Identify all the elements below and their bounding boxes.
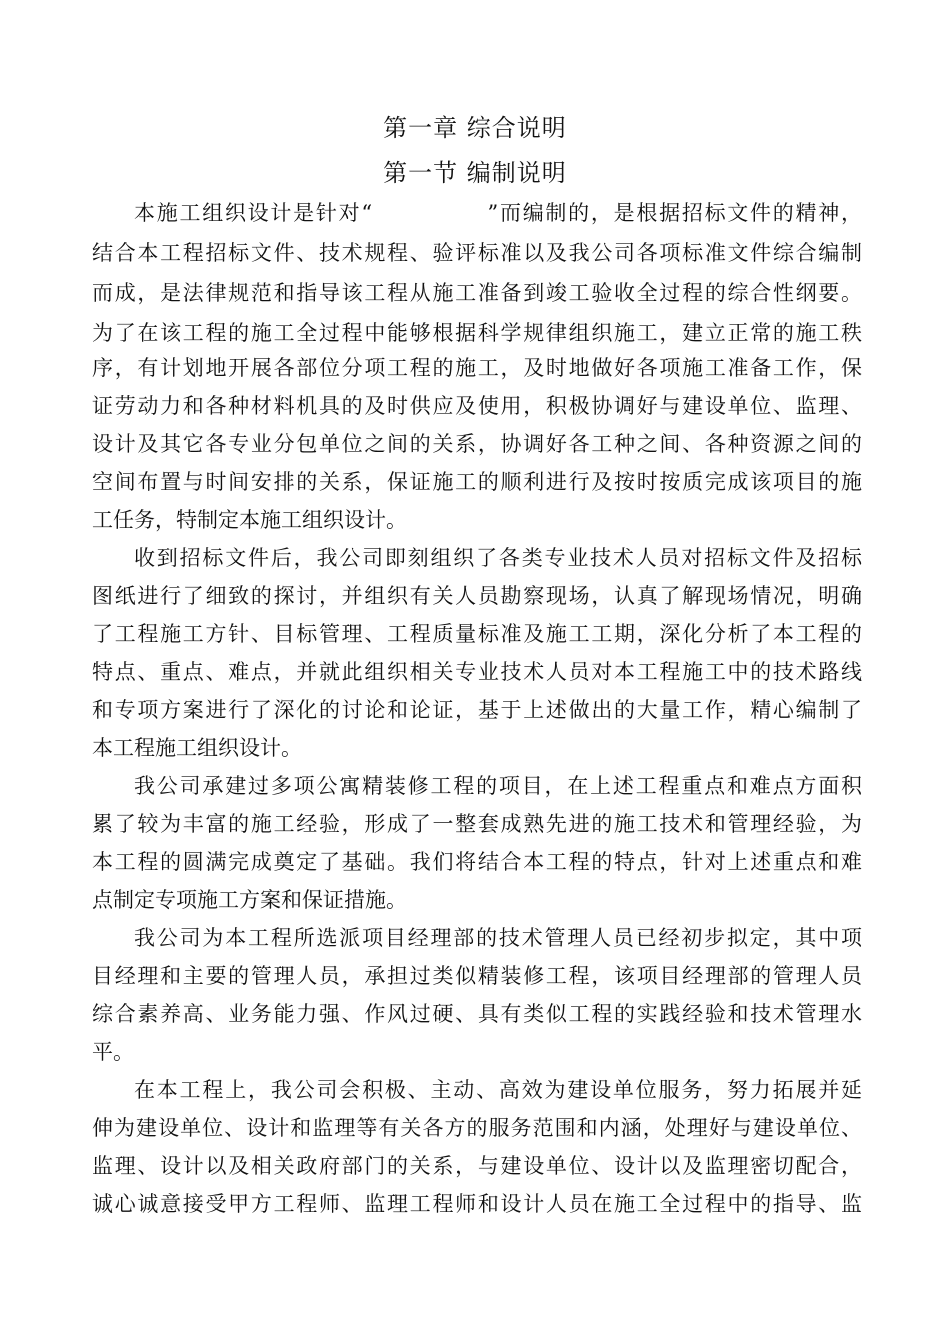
body-line: 点制定专项施工方案和保证措施。 xyxy=(92,888,407,912)
body-line: 工任务，特制定本施工组织设计。 xyxy=(92,508,407,532)
chapter-title: 第一章 综合说明 xyxy=(383,114,567,142)
body-line: 而成，是法律规范和指导该工程从施工准备到竣工验收全过程的综合性纲要。 xyxy=(92,281,862,305)
body-line: 我公司为本工程所选派项目经理部的技术管理人员已经初步拟定，其中项 xyxy=(134,926,862,950)
body-line: 监理、设计以及相关政府部门的关系，与建设单位、设计以及监理密切配合， xyxy=(92,1154,862,1178)
body-line: 结合本工程招标文件、技术规程、验评标准以及我公司各项标准文件综合编制 xyxy=(92,241,862,265)
body-line: 证劳动力和各种材料机具的及时供应及使用，积极协调好与建设单位、监理、 xyxy=(92,394,862,418)
body-line: 目经理和主要的管理人员，承担过类似精装修工程，该项目经理部的管理人员 xyxy=(92,964,862,988)
body-line: 综合素养高、业务能力强、作风过硬、具有类似工程的实践经验和技术管理水 xyxy=(92,1002,862,1026)
body-line: 为了在该工程的施工全过程中能够根据科学规律组织施工，建立正常的施工秩 xyxy=(92,321,862,345)
body-line: 序，有计划地开展各部位分项工程的施工，及时地做好各项施工准备工作，保 xyxy=(92,356,862,380)
body-line: 本工程施工组织设计。 xyxy=(92,736,302,760)
body-line: 本工程的圆满完成奠定了基础。我们将结合本工程的特点，针对上述重点和难 xyxy=(92,850,862,874)
body-line: 和专项方案进行了深化的讨论和论证，基于上述做出的大量工作，精心编制了 xyxy=(92,698,862,722)
body-line: 设计及其它各专业分包单位之间的关系，协调好各工种之间、各种资源之间的 xyxy=(92,432,862,456)
section-title: 第一节 编制说明 xyxy=(383,159,567,187)
body-line: 特点、重点、难点，并就此组织相关专业技术人员对本工程施工中的技术路线 xyxy=(92,660,862,684)
body-line: 诚心诚意接受甲方工程师、监理工程师和设计人员在施工全过程中的指导、监 xyxy=(92,1192,862,1216)
body-line: 累了较为丰富的施工经验，形成了一整套成熟先进的施工技术和管理经验，为 xyxy=(92,812,862,836)
body-line: 了工程施工方针、目标管理、工程质量标准及施工工期，深化分析了本工程的 xyxy=(92,622,862,646)
body-line: 收到招标文件后，我公司即刻组织了各类专业技术人员对招标文件及招标 xyxy=(134,546,862,570)
body-line: 我公司承建过多项公寓精装修工程的项目，在上述工程重点和难点方面积 xyxy=(134,774,862,798)
body-line: 本施工组织设计是针对“ ”而编制的，是根据招标文件的精神， xyxy=(134,201,862,225)
body-line: 空间布置与时间安排的关系，保证施工的顺利进行及按时按质完成该项目的施 xyxy=(92,470,862,494)
body-line: 在本工程上，我公司会积极、主动、高效为建设单位服务，努力拓展并延 xyxy=(134,1078,862,1102)
body-line: 平。 xyxy=(92,1040,134,1064)
body-line: 伸为建设单位、设计和监理等有关各方的服务范围和内涵，处理好与建设单位、 xyxy=(92,1116,862,1140)
body-line: 图纸进行了细致的探讨，并组织有关人员勘察现场，认真了解现场情况，明确 xyxy=(92,584,862,608)
